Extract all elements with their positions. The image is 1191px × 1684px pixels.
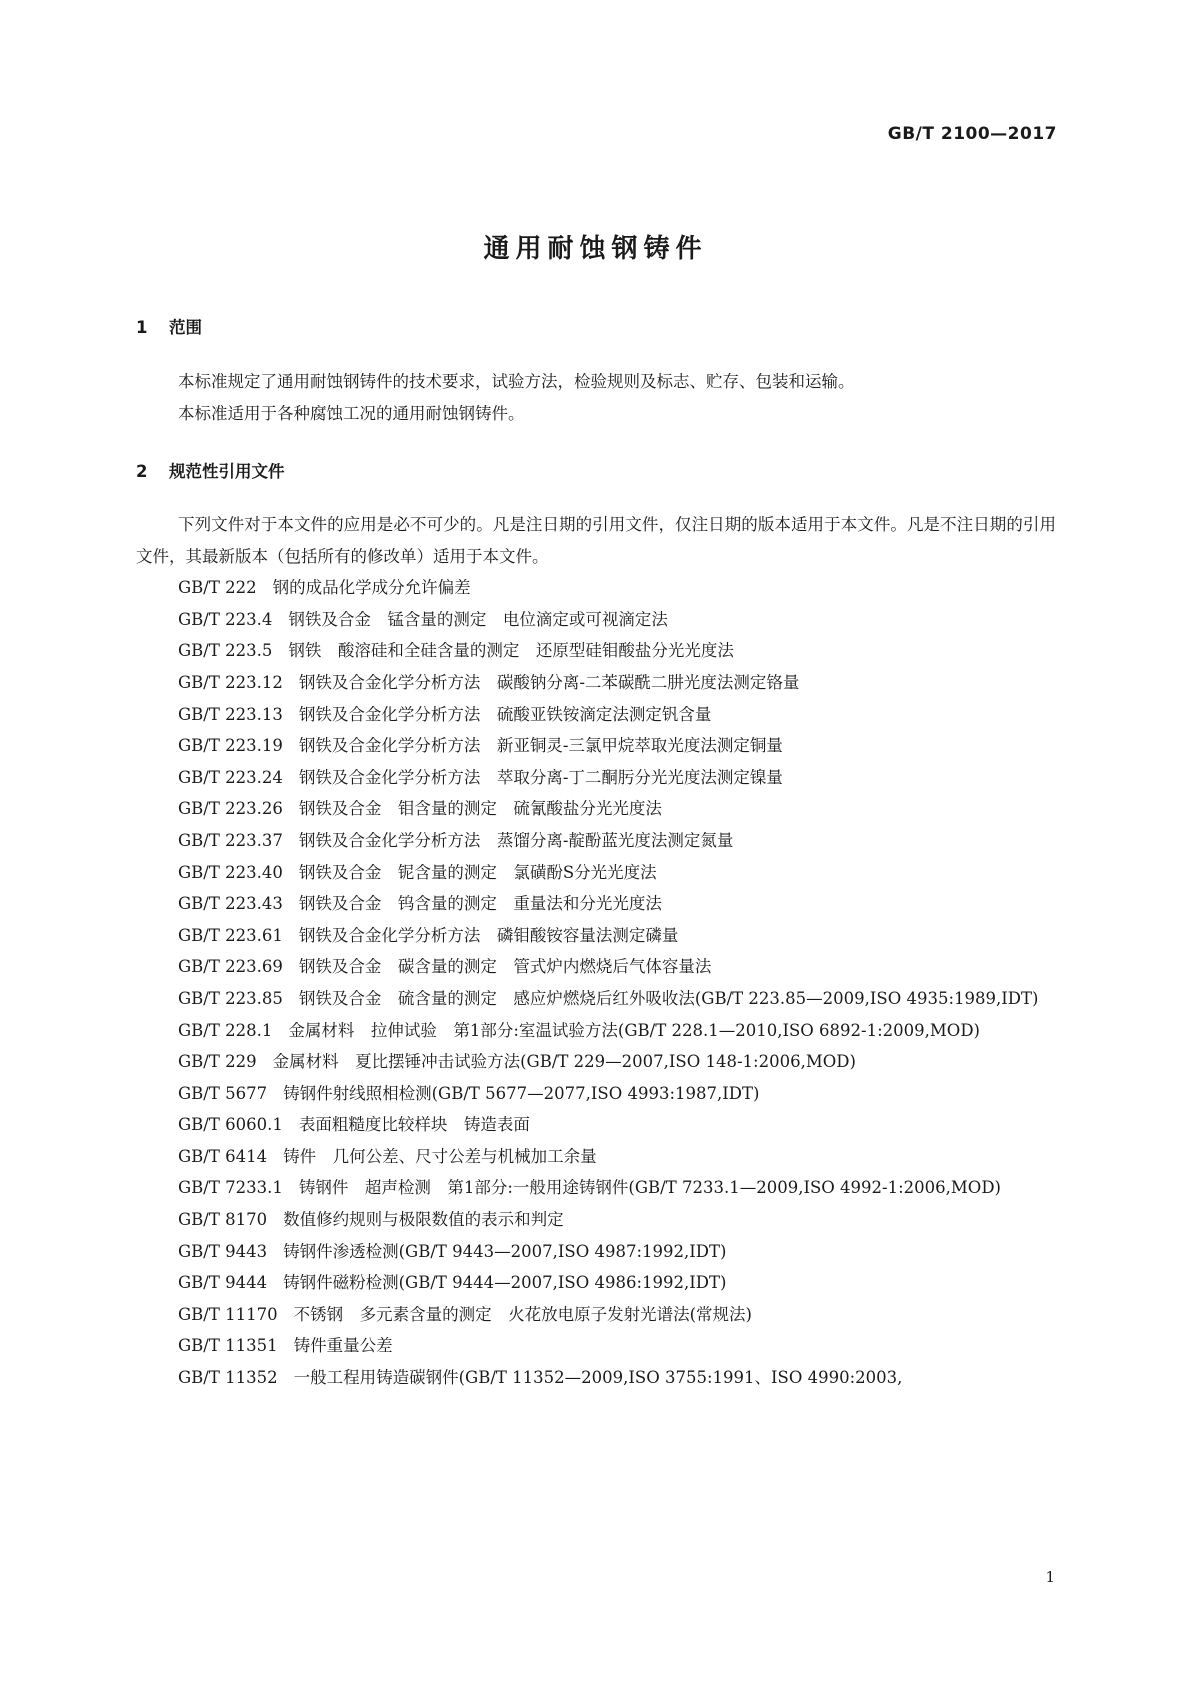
reference-code: GB/T 9444 [178,1273,268,1293]
reference-title: 钢铁 酸溶硅和全硅含量的测定 还原型硅钼酸盐分光光度法 [288,641,734,661]
reference-title: 钢铁及合金 钨含量的测定 重量法和分光光度法 [298,894,662,914]
reference-title: 金属材料 夏比摆锤冲击试验方法(GB/T 229—2007,ISO 148-1:2006,MOD) [272,1052,856,1072]
reference-code: GB/T 6060.1 [178,1115,283,1135]
section-2-number: 2 [136,462,148,481]
reference-code: GB/T 222 [178,578,257,598]
reference-title: 金属材料 拉伸试验 第1部分:室温试验方法(GB/T 228.1—2010,ISO 6892-1:2009,MOD) [288,1020,980,1040]
reference-title: 钢铁及合金化学分析方法 新亚铜灵-三氯甲烷萃取光度法测定铜量 [298,736,783,756]
reference-code: GB/T 6414 [178,1146,268,1166]
reference-code: GB/T 223.61 [178,925,283,945]
reference-item [136,730,1056,762]
reference-title: 钢铁及合金 硫含量的测定 感应炉燃烧后红外吸收法(GB/T 223.85—2009,ISO 4935:1989,IDT) [298,988,1039,1008]
reference-item [136,920,1056,952]
reference-title: 铸钢件射线照相检测(GB/T 5677—2077,ISO 4993:1987,IDT) [283,1083,760,1103]
reference-item [136,857,1056,889]
reference-list [136,572,1056,1393]
reference-item [136,1141,1056,1173]
reference-item [136,1362,1056,1394]
reference-title: 钢铁及合金化学分析方法 蒸馏分离-靛酚蓝光度法测定氮量 [298,830,734,850]
reference-code: GB/T 223.13 [178,704,283,724]
reference-code: GB/T 223.69 [178,957,283,977]
reference-code: GB/T 11351 [178,1336,278,1356]
reference-code: GB/T 7233.1 [178,1178,283,1198]
section-1-number: 1 [136,318,148,337]
reference-title: 铸件 几何公差、尺寸公差与机械加工余量 [283,1146,597,1166]
reference-code: GB/T 9443 [178,1241,268,1261]
reference-item [136,793,1056,825]
reference-item [136,1172,1056,1204]
reference-item [136,888,1056,920]
reference-code: GB/T 223.26 [178,799,283,819]
reference-title: 钢铁及合金化学分析方法 萃取分离-丁二酮肟分光光度法测定镍量 [298,767,783,787]
reference-item [136,1330,1056,1362]
reference-item [136,951,1056,983]
reference-item [136,604,1056,636]
reference-code: GB/T 223.37 [178,830,283,850]
reference-title: 钢铁及合金 锰含量的测定 电位滴定或可视滴定法 [288,609,668,629]
reference-title: 钢铁及合金化学分析方法 磷钼酸铵容量法测定磷量 [298,925,679,945]
reference-code: GB/T 223.5 [178,641,273,661]
reference-title: 钢铁及合金 钼含量的测定 硫氰酸盐分光光度法 [298,799,662,819]
reference-title: 表面粗糙度比较样块 铸造表面 [298,1115,530,1135]
reference-title: 钢铁及合金 碳含量的测定 管式炉内燃烧后气体容量法 [298,957,712,977]
reference-code: GB/T 8170 [178,1210,268,1230]
reference-item [136,667,1056,699]
reference-title: 铸钢件 超声检测 第1部分:一般用途铸钢件(GB/T 7233.1—2009,ISO 4992-1:2006,MOD) [298,1178,1001,1198]
reference-code: GB/T 228.1 [178,1020,273,1040]
reference-item [136,699,1056,731]
reference-title: 不锈钢 多元素含量的测定 火花放电原子发射光谱法(常规法) [293,1304,752,1324]
reference-item [136,983,1056,1015]
reference-code: GB/T 223.4 [178,609,273,629]
section-2-intro: 下列文件对于本文件的应用是必不可少的。凡是注日期的引用文件，仅注日期的版本适用于本文件。凡是不注日期的引用文件，其最新版本（包括所有的修改单）适用于本文件。 [136,515,1056,566]
reference-title: 钢铁及合金 铌含量的测定 氯磺酚S分光光度法 [298,862,657,882]
section-1-body [136,366,1056,429]
reference-item [136,635,1056,667]
reference-item [136,1078,1056,1110]
section-1-title: 范围 [169,318,202,337]
reference-code: GB/T 223.43 [178,894,283,914]
reference-title: 数值修约规则与极限数值的表示和判定 [283,1210,564,1230]
reference-item [136,1299,1056,1331]
document-title: 通用耐蚀钢铸件 [483,234,708,264]
section-1-heading [136,314,202,338]
page-number: 1 [1045,1568,1055,1586]
reference-code: GB/T 229 [178,1052,257,1072]
reference-code: GB/T 5677 [178,1083,268,1103]
reference-title: 铸钢件渗透检测(GB/T 9443—2007,ISO 4987:1992,IDT) [283,1241,727,1261]
section-1-paragraph: 本标准规定了通用耐蚀钢铸件的技术要求，试验方法，检验规则及标志、贮存、包装和运输。 [178,372,855,391]
section-2-title: 规范性引用文件 [169,462,285,481]
reference-title: 铸件重量公差 [293,1336,393,1356]
reference-item [136,1204,1056,1236]
reference-code: GB/T 11170 [178,1304,278,1324]
reference-title: 一般工程用铸造碳钢件(GB/T 11352—2009,ISO 3755:1991、ISO 4990:2003, [293,1368,903,1388]
reference-title: 钢铁及合金化学分析方法 碳酸钠分离-二苯碳酰二肼光度法测定铬量 [298,672,800,692]
reference-code: GB/T 223.24 [178,767,283,787]
reference-item [136,572,1056,604]
reference-title: 钢的成品化学成分允许偏差 [272,578,471,598]
reference-title: 钢铁及合金化学分析方法 硫酸亚铁铵滴定法测定钒含量 [298,704,712,724]
reference-code: GB/T 223.40 [178,862,283,882]
reference-item [136,1236,1056,1268]
reference-item [136,825,1056,857]
standard-number: GB/T 2100—2017 [887,124,1057,144]
reference-item [136,1109,1056,1141]
reference-item [136,1267,1056,1299]
section-2-heading [136,458,285,482]
reference-code: GB/T 223.85 [178,988,283,1008]
reference-code: GB/T 223.12 [178,672,283,692]
reference-item [136,1046,1056,1078]
reference-title: 铸钢件磁粉检测(GB/T 9444—2007,ISO 4986:1992,IDT) [283,1273,727,1293]
reference-code: GB/T 11352 [178,1368,278,1388]
reference-item [136,1015,1056,1047]
section-1-paragraph: 本标准适用于各种腐蚀工况的通用耐蚀钢铸件。 [178,403,525,423]
reference-code: GB/T 223.19 [178,736,283,756]
section-2-body [136,509,1056,1394]
reference-item [136,762,1056,794]
